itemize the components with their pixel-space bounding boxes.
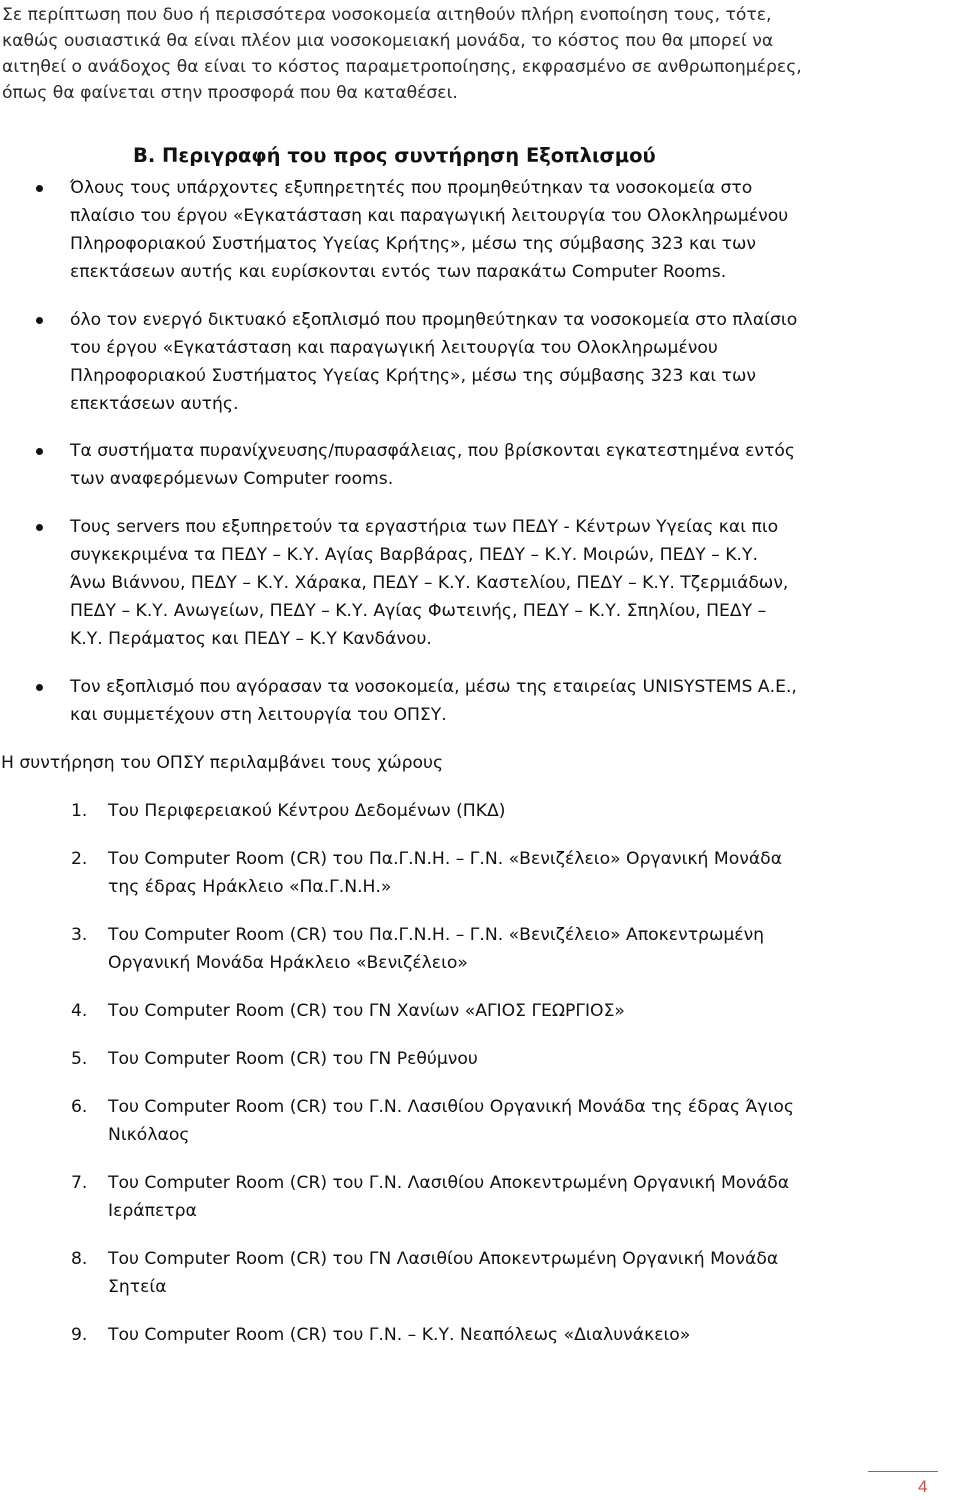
location-line: Του Computer Room (CR) του ΓΝ Λασιθίου Αποκεντρωμένη Οργανική Μονάδα bbox=[108, 1249, 779, 1269]
location-line: Οργανική Μονάδα Ηράκλειο «Βενιζέλειο» bbox=[108, 953, 468, 973]
bullet-line: Κ.Υ. Περάματος και ΠΕΔΥ – Κ.Υ Κανδάνου. bbox=[70, 629, 432, 649]
location-line: Του Computer Room (CR) του Γ.Ν. – Κ.Υ. Νεαπόλεως «Διαλυνάκειο» bbox=[108, 1325, 691, 1345]
location-text bbox=[108, 997, 948, 1025]
bullet-icon bbox=[36, 448, 43, 455]
bullet-line: Όλους τους υπάρχοντες εξυπηρετητές που προμηθεύτηκαν τα νοσοκομεία στο bbox=[70, 178, 753, 198]
location-line: Σητεία bbox=[108, 1277, 167, 1297]
bullet-line: πλαίσιο του έργου «Εγκατάσταση και παραγωγική λειτουργία του Ολοκληρωμένου bbox=[70, 206, 789, 226]
item-number: 3. bbox=[71, 925, 88, 945]
location-text bbox=[108, 921, 948, 977]
location-text bbox=[108, 1093, 948, 1149]
bullet-line: Τους servers που εξυπηρετούν τα εργαστήρια των ΠΕΔΥ - Κέντρων Υγείας και πιο bbox=[70, 517, 779, 537]
bullet-line: ΠΕΔΥ – Κ.Υ. Ανωγείων, ΠΕΔΥ – Κ.Υ. Αγίας Φωτεινής, ΠΕΔΥ – Κ.Υ. Σπηλίου, ΠΕΔΥ – bbox=[70, 601, 767, 621]
bullet-text bbox=[70, 306, 950, 418]
footer-divider bbox=[868, 1471, 938, 1472]
location-line: Του Περιφερειακού Κέντρου Δεδομένων (ΠΚΔ) bbox=[108, 801, 506, 821]
bullet-icon bbox=[36, 317, 43, 324]
bullet-icon bbox=[36, 684, 43, 691]
bullet-line: επεκτάσεων αυτής και ευρίσκονται εντός των παρακάτω Computer Rooms. bbox=[70, 262, 727, 282]
intro-line: όπως θα φαίνεται στην προσφορά που θα καταθέσει. bbox=[2, 83, 458, 103]
location-line: Του Computer Room (CR) του Πα.Γ.Ν.Η. – Γ.Ν. «Βενιζέλειο» Αποκεντρωμένη bbox=[108, 925, 765, 945]
item-number: 2. bbox=[71, 849, 88, 869]
item-number: 5. bbox=[71, 1049, 88, 1069]
bullet-line: και συμμετέχουν στη λειτουργία του ΟΠΣΥ. bbox=[70, 705, 447, 725]
bullet-line: των αναφερόμενων Computer rooms. bbox=[70, 469, 394, 489]
bullet-text bbox=[70, 174, 950, 286]
bullet-line: όλο τον ενεργό δικτυακό εξοπλισμό που προμηθεύτηκαν τα νοσοκομεία στο πλαίσιο bbox=[70, 310, 798, 330]
section-heading: Β. Περιγραφή του προς συντήρηση Εξοπλισμού bbox=[133, 144, 656, 167]
location-text bbox=[108, 845, 948, 901]
page-number: 4 bbox=[918, 1477, 928, 1496]
intro-line: αιτηθεί ο ανάδοχος θα είναι το κόστος παραμετροποίησης, εκφρασμένο σε ανθρωποημέρες, bbox=[2, 57, 802, 77]
location-line: Του Computer Room (CR) του Γ.Ν. Λασιθίου Οργανική Μονάδα της έδρας Άγιος bbox=[108, 1097, 795, 1117]
item-number: 8. bbox=[71, 1249, 88, 1269]
location-line: Του Computer Room (CR) του ΓΝ Ρεθύμνου bbox=[108, 1049, 478, 1069]
item-number: 6. bbox=[71, 1097, 88, 1117]
location-text bbox=[108, 1045, 948, 1073]
bullet-line: του έργου «Εγκατάσταση και παραγωγική λειτουργία του Ολοκληρωμένου bbox=[70, 338, 718, 358]
intro-line: καθώς ουσιαστικά θα είναι πλέον μια νοσοκομειακή μονάδα, το κόστος που θα μπορεί να bbox=[2, 31, 774, 51]
item-number: 7. bbox=[71, 1173, 88, 1193]
bullet-text bbox=[70, 673, 950, 729]
locations-lead-text: Η συντήρηση του ΟΠΣΥ περιλαμβάνει τους χώρους bbox=[1, 753, 444, 773]
location-text bbox=[108, 1321, 948, 1349]
location-text bbox=[108, 1245, 948, 1301]
bullet-text bbox=[70, 513, 950, 653]
bullet-line: Πληροφοριακού Συστήματος Υγείας Κρήτης», μέσω της σύμβασης 323 και των bbox=[70, 234, 757, 254]
bullet-icon bbox=[36, 524, 43, 531]
location-text bbox=[108, 1169, 948, 1225]
location-line: Νικόλαος bbox=[108, 1125, 190, 1145]
intro-line: Σε περίπτωση που δυο ή περισσότερα νοσοκομεία αιτηθούν πλήρη ενοποίηση τους, τότε, bbox=[2, 5, 772, 25]
bullet-line: Τα συστήματα πυρανίχνευσης/πυρασφάλειας, που βρίσκονται εγκατεστημένα εντός bbox=[70, 441, 795, 461]
location-text bbox=[108, 797, 948, 825]
location-line: Ιεράπετρα bbox=[108, 1201, 197, 1221]
item-number: 4. bbox=[71, 1001, 88, 1021]
bullet-icon bbox=[36, 185, 43, 192]
location-line: Του Computer Room (CR) του Πα.Γ.Ν.Η. – Γ.Ν. «Βενιζέλειο» Οργανική Μονάδα bbox=[108, 849, 783, 869]
location-line: Του Computer Room (CR) του Γ.Ν. Λασιθίου Αποκεντρωμένη Οργανική Μονάδα bbox=[108, 1173, 790, 1193]
location-line: Του Computer Room (CR) του ΓΝ Χανίων «ΑΓΙΟΣ ΓΕΩΡΓΙΟΣ» bbox=[108, 1001, 625, 1021]
location-line: της έδρας Ηράκλειο «Πα.Γ.Ν.Η.» bbox=[108, 877, 392, 897]
bullet-line: Τον εξοπλισμό που αγόρασαν τα νοσοκομεία, μέσω της εταιρείας UNISYSTEMS Α.Ε., bbox=[70, 677, 797, 697]
bullet-line: Πληροφοριακού Συστήματος Υγείας Κρήτης», μέσω της σύμβασης 323 και των bbox=[70, 366, 757, 386]
item-number: 9. bbox=[71, 1325, 88, 1345]
bullet-text bbox=[70, 437, 950, 493]
item-number: 1. bbox=[71, 801, 88, 821]
bullet-line: συγκεκριμένα τα ΠΕΔΥ – Κ.Υ. Αγίας Βαρβάρας, ΠΕΔΥ – Κ.Υ. Μοιρών, ΠΕΔΥ – Κ.Υ. bbox=[70, 545, 758, 565]
intro-paragraph bbox=[2, 2, 947, 106]
bullet-line: επεκτάσεων αυτής. bbox=[70, 394, 239, 414]
bullet-line: Άνω Βιάννου, ΠΕΔΥ – Κ.Υ. Χάρακα, ΠΕΔΥ – Κ.Υ. Καστελίου, ΠΕΔΥ – Κ.Υ. Τζερμιάδων, bbox=[70, 573, 789, 593]
